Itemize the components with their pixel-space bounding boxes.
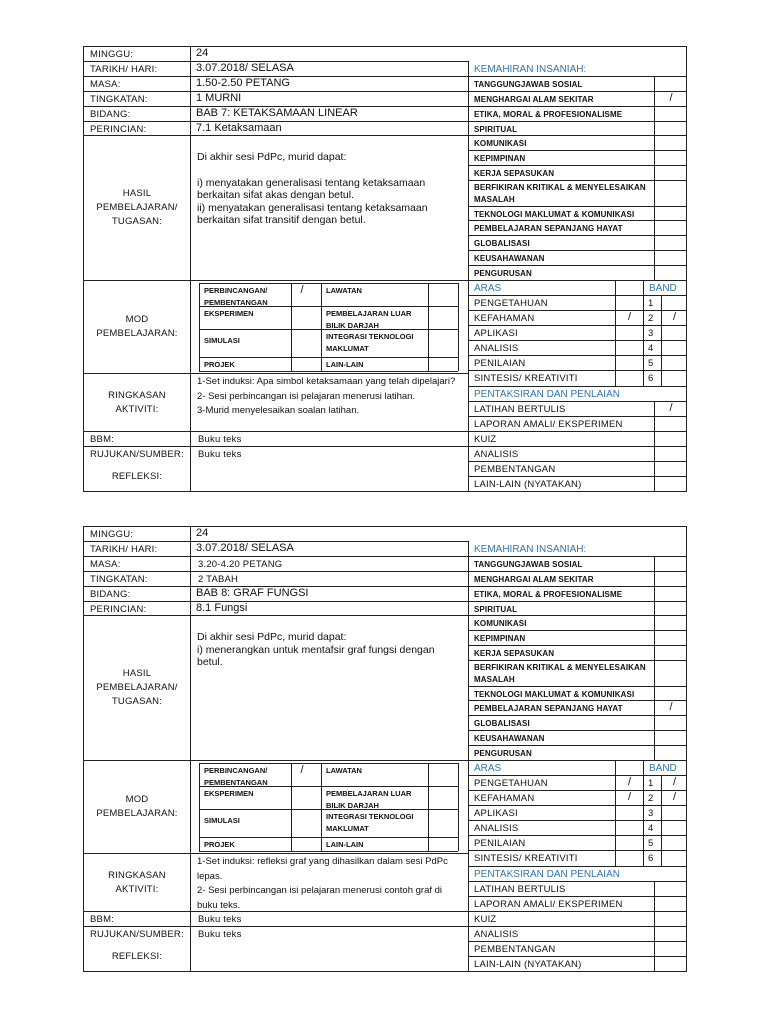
band-number: 2 [648,793,654,804]
pentaksiran-item: KUIZ [474,914,497,925]
pentaksiran-item: ANALISIS [474,929,519,940]
band-number: 6 [648,853,654,864]
masa-value: 1.50-2.50 PETANG [196,77,290,89]
kemahiran-item: KEPIMPINAN [474,634,526,643]
band-number: 3 [648,808,654,819]
mod-simulasi: SIMULASI [204,816,240,825]
rujukan-value: Buku teks [198,449,242,460]
aras-header: ARAS [474,283,502,294]
mod-eksperimen: EKSPERIMEN [204,309,254,318]
kemahiran-item: TANGGUNGJAWAB SOSIAL [474,560,583,569]
tingkatan-label: TINGKATAN: [90,574,148,585]
perincian-value: 7.1 Ketaksamaan [196,122,282,134]
pentaksiran-item: PEMBENTANGAN [474,944,556,955]
pentaksiran-tick: / [669,402,673,414]
aras-item: PENGETAHUAN [474,778,548,789]
mod-luar-bilik: PEMBELAJARAN LUAR BILIK DARJAH [326,309,412,330]
kemahiran-item: TANGGUNGJAWAB SOSIAL [474,80,583,89]
band-tick: / [672,776,677,788]
band-number: 4 [648,343,654,354]
hasil-intro: Di akhir sesi PdPc, murid dapat: [197,631,347,643]
kemahiran-item: GLOBALISASI [474,239,530,248]
band-header: BAND [649,763,677,774]
hasil-point: i) menyatakan generalisasi tentang ketaksamaan berkaitan sifat akas dengan betul. [197,176,426,201]
band-number: 1 [648,778,654,789]
kemahiran-item: TEKNOLOGI MAKLUMAT & KOMUNIKASI [474,690,635,699]
aras-item: PENGETAHUAN [474,298,548,309]
band-number: 5 [648,358,654,369]
mod-simulasi: SIMULASI [204,336,240,345]
kemahiran-item: GLOBALISASI [474,719,530,728]
minggu-value: 24 [196,47,209,59]
refleksi-label: REFLEKSI: [111,471,163,482]
kemahiran-item: MENGHARGAI ALAM SEKITAR [474,575,594,584]
masa-value: 3.20-4.20 PETANG [198,559,283,570]
ringkasan-item: 3-Murid menyelesaikan soalan latihan. [197,405,360,416]
kemahiran-item: PENGURUSAN [474,269,532,278]
minggu-value: 24 [196,527,209,539]
aras-header: ARAS [474,763,502,774]
mod-integrasi: INTEGRASI TEKNOLOGI MAKLUMAT [326,332,414,353]
aras-item: PENILAIAN [474,838,526,849]
pentaksiran-item: PEMBENTANGAN [474,464,556,475]
kemahiran-item: SPIRITUAL [474,125,518,134]
bidang-label: BIDANG: [90,109,131,120]
hasil-label: HASIL PEMBELAJARAN/ TUGASAN: [96,188,178,227]
pentaksiran-item: LATIHAN BERTULIS [474,404,566,415]
mod-lain: LAIN-LAIN [326,360,364,369]
kemahiran-item: PEMBELAJARAN SEPANJANG HAYAT [474,224,623,233]
rujukan-label: RUJUKAN/SUMBER: [90,449,184,460]
band-number: 6 [648,373,654,384]
bbm-label: BBM: [90,914,115,925]
tarikh-value: 3.07.2018/ SELASA [196,62,294,74]
mod-projek: PROJEK [204,840,235,849]
aras-item: KEFAHAMAN [474,793,535,804]
tarikh-label: TARIKH/ HARI: [90,64,158,75]
tingkatan-value: 2 TABAH [198,574,239,585]
aras-item: KEFAHAMAN [474,313,535,324]
bidang-value: BAB 8: GRAF FUNGSI [196,587,309,599]
aras-tick: / [627,311,632,323]
kemahiran-item: KERJA SEPASUKAN [474,169,555,178]
ringkasan-content [194,854,466,914]
band-tick: / [672,791,677,803]
aras-item: ANALISIS [474,823,519,834]
band-number: 2 [648,313,654,324]
ringkasan-item: 2- Sesi perbincangan isi pelajaran menerusi latihan. [197,390,416,402]
bbm-value: Buku teks [198,434,242,445]
kemahiran-header: KEMAHIRAN INSANIAH: [474,544,587,555]
rujukan-value: Buku teks [198,929,242,940]
aras-item: APLIKASI [474,808,518,819]
kemahiran-item: KEPIMPINAN [474,154,526,163]
minggu-label: MINGGU: [90,529,134,540]
kemahiran-item: KEUSAHAWANAN [474,254,545,263]
kemahiran-item: BERFIKIRAN KRITIKAL & MENYELESAIKAN MASALAH [474,663,646,684]
aras-item: APLIKASI [474,328,518,339]
pentaksiran-item: LATIHAN BERTULIS [474,884,566,895]
kemahiran-item: BERFIKIRAN KRITIKAL & MENYELESAIKAN MASALAH [474,183,646,204]
kemahiran-item: KOMUNIKASI [474,619,527,628]
ringkasan-label: RINGKASAN AKTIVITI: [108,390,166,415]
mod-integrasi: INTEGRASI TEKNOLOGI MAKLUMAT [326,812,414,833]
pentaksiran-item: KUIZ [474,434,497,445]
kemahiran-tick: / [669,92,673,104]
ringkasan-item: 1-Set induksi: refleksi graf yang dihasilkan dalam sesi PdPc lepas. [197,856,448,882]
kemahiran-item: KERJA SEPASUKAN [474,649,555,658]
mod-projek: PROJEK [204,360,235,369]
perincian-label: PERINCIAN: [90,124,147,135]
pentaksiran-item: LAIN-LAIN (NYATAKAN) [474,479,582,490]
ringkasan-item: 2- Sesi perbincangan isi pelajaran menerusi contoh graf di buku teks. [197,885,443,911]
hasil-label: HASIL PEMBELAJARAN/ TUGASAN: [96,668,178,707]
pentaksiran-item: LAPORAN AMALI/ EKSPERIMEN [474,419,623,430]
pentaksiran-item: LAPORAN AMALI/ EKSPERIMEN [474,899,623,910]
masa-label: MASA: [90,559,121,570]
tingkatan-label: TINGKATAN: [90,94,148,105]
aras-item: SINTESIS/ KREATIVITI [474,853,578,864]
pentaksiran-header: PENTAKSIRAN DAN PENLAIAN [474,389,620,400]
mod-label: MOD PEMBELAJARAN: [96,794,178,819]
mod-perbincangan: PERBINCANGAN/ PEMBENTANGAN [204,286,268,307]
bbm-label: BBM: [90,434,115,445]
band-number: 5 [648,838,654,849]
mod-lawatan: LAWATAN [326,286,362,295]
kemahiran-item: ETIKA, MORAL & PROFESIONALISME [474,110,623,119]
mod-perbincangan-tick: / [300,284,304,296]
ringkasan-label: RINGKASAN AKTIVITI: [108,870,166,895]
kemahiran-item: KEUSAHAWANAN [474,734,545,743]
mod-luar-bilik: PEMBELAJARAN LUAR BILIK DARJAH [326,789,412,810]
masa-label: MASA: [90,79,121,90]
mod-lawatan: LAWATAN [326,766,362,775]
tingkatan-value: 1 MURNI [196,92,242,104]
kemahiran-item: KOMUNIKASI [474,139,527,148]
bidang-value: BAB 7: KETAKSAMAAN LINEAR [196,107,358,119]
band-tick: / [672,311,677,323]
bidang-label: BIDANG: [90,589,131,600]
divider [190,46,191,492]
rujukan-label: RUJUKAN/SUMBER: [90,929,184,940]
mod-perbincangan: PERBINCANGAN/ PEMBENTANGAN [204,766,268,787]
refleksi-label: REFLEKSI: [111,951,163,962]
mod-perbincangan-tick: / [300,764,304,776]
aras-item: ANALISIS [474,343,519,354]
hasil-content [194,150,466,228]
aras-item: SINTESIS/ KREATIVITI [474,373,578,384]
band-number: 3 [648,328,654,339]
perincian-label: PERINCIAN: [90,604,147,615]
aras-tick: / [627,791,632,803]
perincian-value: 8.1 Fungsi [196,602,248,614]
kemahiran-header: KEMAHIRAN INSANIAH: [474,64,587,75]
divider [468,61,469,492]
pentaksiran-item: ANALISIS [474,449,519,460]
ringkasan-item: 1-Set induksi: Apa simbol ketaksamaan yang telah dipelajari? [197,376,456,387]
kemahiran-item: TEKNOLOGI MAKLUMAT & KOMUNIKASI [474,210,635,219]
kemahiran-item: MENGHARGAI ALAM SEKITAR [474,95,594,104]
mod-label: MOD PEMBELAJARAN: [96,314,178,339]
mod-lain: LAIN-LAIN [326,840,364,849]
aras-item: PENILAIAN [474,358,526,369]
pentaksiran-item: LAIN-LAIN (NYATAKAN) [474,959,582,970]
bbm-value: Buku teks [198,914,242,925]
tarikh-label: TARIKH/ HARI: [90,544,158,555]
tarikh-value: 3.07.2018/ SELASA [196,542,294,554]
kemahiran-item: ETIKA, MORAL & PROFESIONALISME [474,590,623,599]
pentaksiran-header: PENTAKSIRAN DAN PENLAIAN [474,869,620,880]
band-header: BAND [649,283,677,294]
minggu-label: MINGGU: [90,49,134,60]
kemahiran-tick: / [669,701,673,713]
aras-tick: / [627,776,632,788]
band-number: 4 [648,823,654,834]
hasil-point: ii) menyatakan generalisasi tentang ketaksamaan berkaitan sifat transitif dengan betul. [197,201,428,226]
kemahiran-item: PEMBELAJARAN SEPANJANG HAYAT [474,704,623,713]
kemahiran-item: PENGURUSAN [474,749,532,758]
hasil-content [194,630,466,670]
mod-eksperimen: EKSPERIMEN [204,789,254,798]
ringkasan-content [194,374,466,420]
band-number: 1 [648,298,654,309]
hasil-intro: Di akhir sesi PdPc, murid dapat: [197,151,347,163]
kemahiran-item: SPIRITUAL [474,605,518,614]
hasil-point: i) menerangkan untuk mentafsir graf fungsi dengan betul. [197,643,435,668]
